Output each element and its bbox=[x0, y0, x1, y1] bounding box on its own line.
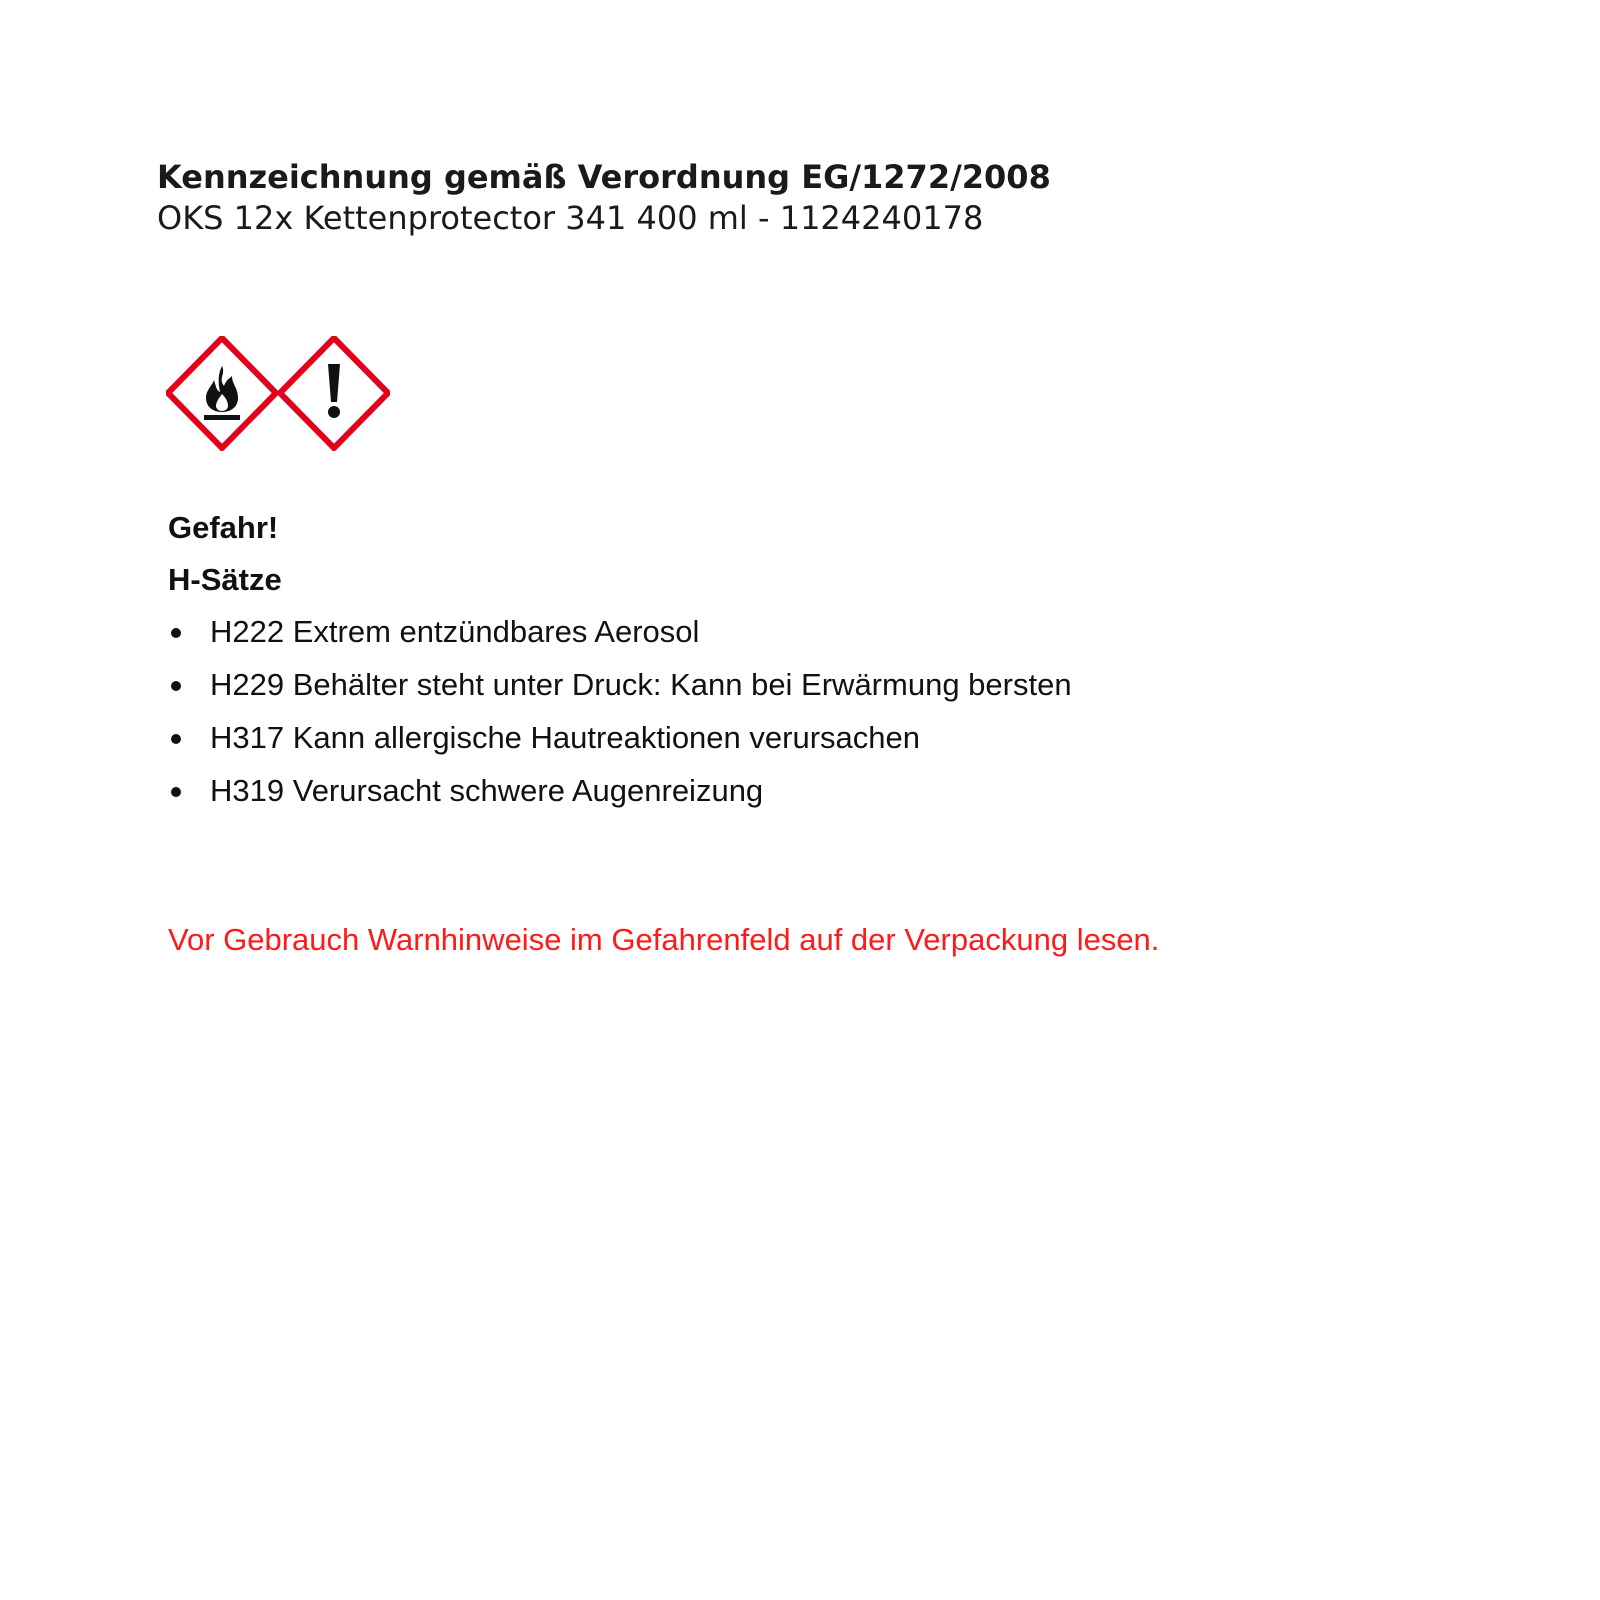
warning-note: Vor Gebrauch Warnhinweise im Gefahrenfeld auf der Verpackung lesen. bbox=[168, 922, 1160, 957]
bullet-icon bbox=[171, 787, 181, 797]
list-item bbox=[168, 665, 1072, 718]
page-title: Kennzeichnung gemäß Verordnung EG/1272/2008 bbox=[157, 158, 1051, 196]
hazard-statement-text: H319 Verursacht schwere Augenreizung bbox=[210, 773, 764, 808]
hazard-statements-heading: H-Sätze bbox=[168, 562, 282, 597]
hazard-statement-text: H229 Behälter steht unter Druck: Kann bei Erwärmung bersten bbox=[210, 667, 1072, 702]
bullet-icon bbox=[171, 628, 181, 638]
header bbox=[157, 156, 1051, 238]
hazard-statements-list bbox=[168, 612, 1072, 824]
list-item bbox=[168, 771, 1072, 824]
bullet-icon bbox=[171, 734, 181, 744]
exclamation-mark-icon bbox=[280, 338, 388, 448]
hazard-statement-text: H317 Kann allergische Hautreaktionen verursachen bbox=[210, 720, 920, 755]
list-item bbox=[168, 718, 1072, 771]
flammable-flame-icon bbox=[168, 338, 276, 448]
signal-word: Gefahr! bbox=[168, 510, 279, 545]
bullet-icon bbox=[171, 681, 181, 691]
product-subtitle: OKS 12x Kettenprotector 341 400 ml - 1124240178 bbox=[157, 199, 984, 237]
hazard-statement-text: H222 Extrem entzündbares Aerosol bbox=[210, 614, 700, 649]
ghs-pictograms bbox=[166, 336, 390, 451]
ghs-pictogram-row bbox=[166, 336, 390, 451]
list-item bbox=[168, 612, 1072, 665]
